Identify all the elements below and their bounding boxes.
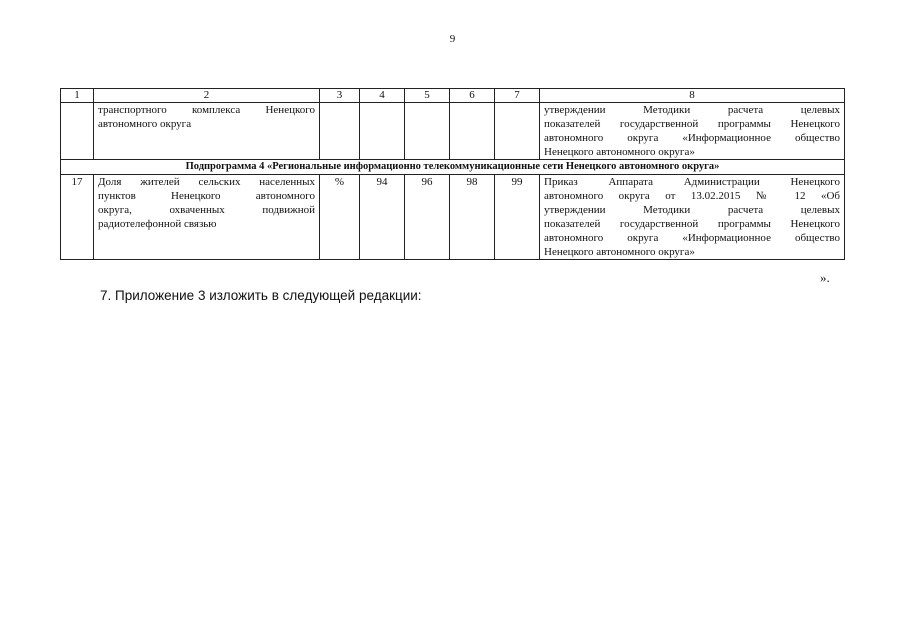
cell-unit: % (320, 175, 360, 260)
page-number: 9 (449, 33, 456, 45)
text-line: радиотелефонной связью (98, 218, 217, 230)
text-line: Доля жителей сельских населенных (98, 176, 315, 188)
text-line: Ненецкого автономного округа» (544, 146, 695, 158)
header-cell-6: 6 (450, 89, 495, 103)
closing-quote: ». (820, 270, 830, 285)
cell-source-document (540, 175, 845, 260)
subprogram-title: Подпрограмма 4 «Региональные информационно телекоммуникационные сети Ненецкого автономного округа» (61, 160, 845, 175)
table-header-row (61, 89, 845, 103)
cell-indicator-name (94, 103, 320, 160)
cell-value (450, 103, 495, 160)
text-line: транспортного комплекса Ненецкого (98, 104, 315, 116)
cell-value-year3: 98 (450, 175, 495, 260)
header-cell-5: 5 (405, 89, 450, 103)
cell-value (405, 103, 450, 160)
table-row-17 (61, 175, 845, 260)
text-line: Ненецкого автономного округа» (544, 246, 695, 258)
text-line: показателей государственной программы Ненецкого (544, 118, 840, 130)
cell-number: 17 (61, 175, 94, 260)
text-line: Приказ Аппарата Администрации Ненецкого (544, 176, 840, 188)
header-cell-7: 7 (495, 89, 540, 103)
header-cell-8: 8 (540, 89, 845, 103)
header-cell-4: 4 (360, 89, 405, 103)
cell-unit (320, 103, 360, 160)
text-line: утверждении Методики расчета целевых (544, 204, 840, 216)
indicators-table (60, 88, 845, 260)
text-line: автономного округа от 13.02.2015 № 12 «Об (544, 190, 840, 202)
cell-value-year2: 96 (405, 175, 450, 260)
cell-value-year1: 94 (360, 175, 405, 260)
cell-value-year4: 99 (495, 175, 540, 260)
header-cell-3: 3 (320, 89, 360, 103)
table-row-continuation (61, 103, 845, 160)
table-row-subprogram (61, 160, 845, 175)
cell-indicator-name (94, 175, 320, 260)
text-line: автономного округа «Информационное общество (544, 132, 840, 144)
text-line: автономного округа (98, 118, 192, 130)
text-line: автономного округа «Информационное общество (544, 232, 840, 244)
text-line: округа, охваченных подвижной (98, 204, 315, 216)
text-line: пунктов Ненецкого автономного (98, 190, 315, 202)
header-cell-1: 1 (61, 89, 94, 103)
cell-number (61, 103, 94, 160)
text-line: показателей государственной программы Ненецкого (544, 218, 840, 230)
cell-source-document (540, 103, 845, 160)
instruction-paragraph: 7. Приложение 3 изложить в следующей редакции: (100, 288, 422, 303)
cell-value (495, 103, 540, 160)
text-line: утверждении Методики расчета целевых (544, 104, 840, 116)
header-cell-2: 2 (94, 89, 320, 103)
cell-value (360, 103, 405, 160)
